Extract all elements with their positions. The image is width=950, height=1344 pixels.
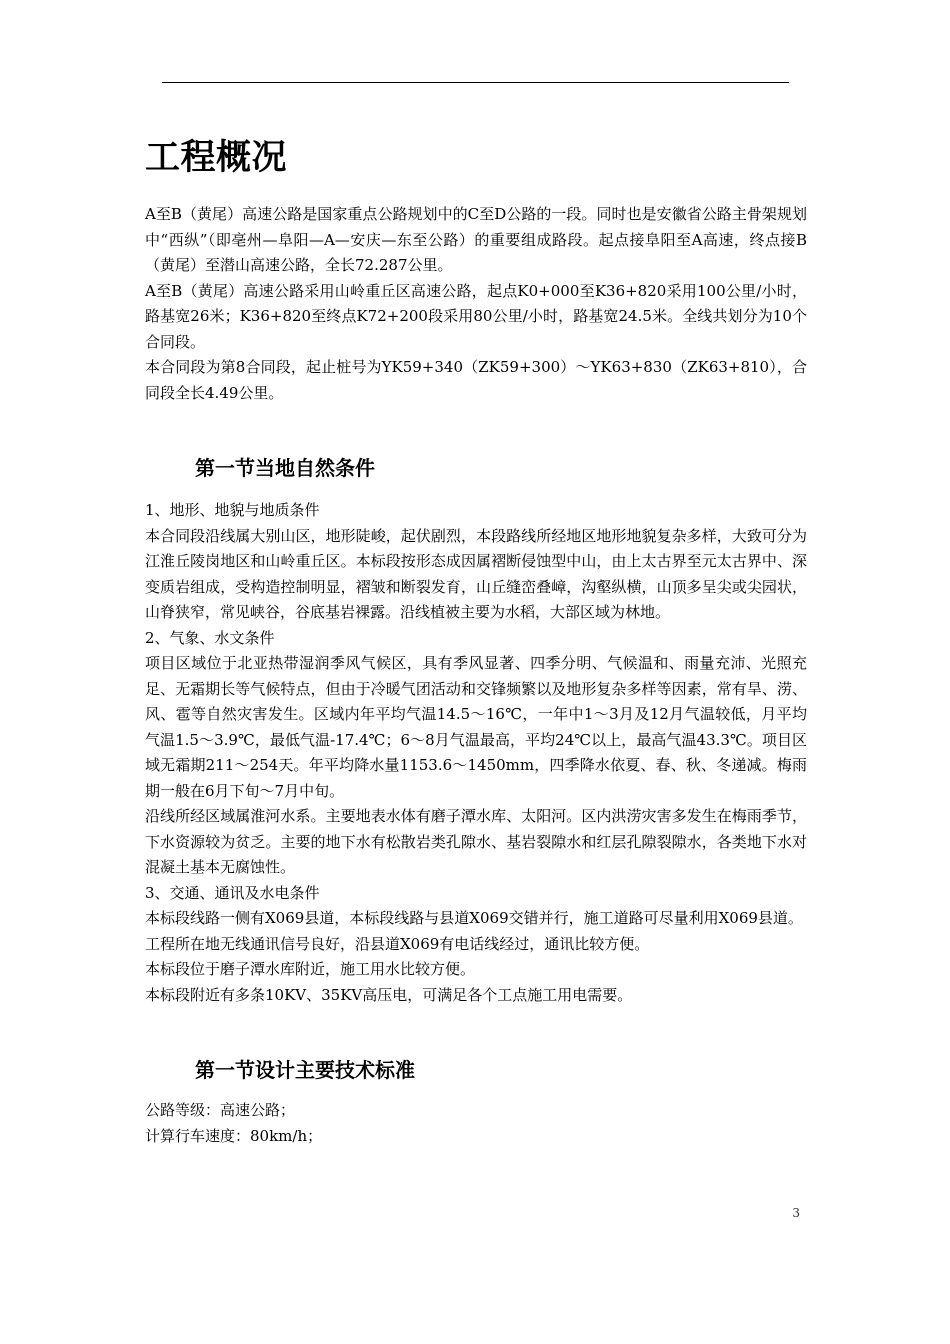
paragraph-terrain: 本合同段沿线属大别山区，地形陡峻，起伏剧烈，本段路线所经地区地形地貌复杂多样，大致可分为江淮丘陵岗地区和山岭重丘区。本标段按形态成因属褶断侵蚀型中山，由上太古界至元太古界中、深变质岩组成，受构造控制明显，褶皱和断裂发育，山丘缝峦叠嶂，沟壑纵横，山顶多呈尖或尖园状，山脊狭窄，常见峡谷，谷底基岩裸露。沿线植被主要为水稻，大部区域为林地。 — [145, 526, 807, 621]
paragraph-water: 本标段位于磨子潭水库附近，施工用水比较方便。 — [145, 960, 476, 978]
section-heading-natural-conditions: 第一节当地自然条件 — [195, 456, 375, 480]
standard-road-grade: 公路等级：高速公路； — [145, 1101, 296, 1119]
subheading-climate: 2、气象、水文条件 — [145, 628, 275, 647]
subheading-utilities: 3、交通、通讯及水电条件 — [145, 883, 320, 902]
paragraph-hydrology: 沿线所经区域属淮河水系。主要地表水体有磨子潭水库、太阳河。区内洪涝灾害多发生在梅雨季节，下水资源较为贫乏。主要的地下水有松散岩类孔隙水、基岩裂隙水和红层孔隙裂隙水，各类地下水对混凝土基本无腐蚀性。 — [145, 807, 807, 876]
natural-conditions-block — [145, 498, 807, 1008]
intro-paragraph-1: A至B（黄尾）高速公路是国家重点公路规划中的C至D公路的一段。同时也是安徽省公路主骨架规划中“西纵”（即亳州—阜阳—A—安庆—东至公路）的重要组成路段。起点接阜阳至A高速，终点接B（黄尾）至潜山高速公路，全长72.287公里。 — [145, 205, 807, 274]
page-title: 工程概况 — [145, 138, 288, 178]
intro-block — [145, 202, 807, 406]
page-content — [145, 132, 807, 1149]
paragraph-climate: 项目区域位于北亚热带湿润季风气候区，具有季风显著、四季分明、气候温和、雨量充沛、光照充足、无霜期长等气候特点，但由于冷暖气团活动和交锋频繁以及地形复杂多样等因素，常有旱、涝、风、雹等自然灾害发生。区域内年平均气温14.5～16℃，一年中1～3月及12月气温较低，月平均气温1.5～3.9℃，最低气温-17.4℃；6～8月气温最高，平均24℃以上，最高气温43.3℃。项目区域无霜期211～254天。年平均降水量1153.6～1450mm，四季降水依夏、春、秋、冬递减。梅雨期一般在6月下旬～7月中旬。 — [145, 654, 807, 800]
header-rule — [162, 82, 789, 83]
paragraph-power: 本标段附近有多条10KV、35KV高压电，可满足各个工点施工用电需要。 — [145, 985, 633, 1004]
section-heading-technical-standards: 第一节设计主要技术标准 — [195, 1058, 415, 1082]
page-number: 3 — [792, 1206, 800, 1220]
technical-standards-block — [145, 1098, 807, 1149]
intro-paragraph-2: A至B（黄尾）高速公路采用山岭重丘区高速公路，起点K0+000至K36+820采用100公里/小时，路基宽26米；K36+820至终点K72+200段采用80公里/小时，路基宽24.5米。全线共划分为10个合同段。 — [145, 281, 807, 351]
standard-design-speed: 计算行车速度：80km/h； — [145, 1126, 323, 1145]
intro-paragraph-3: 本合同段为第8合同段，起止桩号为YK59+340（ZK59+300）～YK63+830（ZK63+810），合同段全长4.49公里。 — [145, 358, 807, 402]
paragraph-telecom: 工程所在地无线通讯信号良好，沿县道X069有电话线经过，通讯比较方便。 — [145, 934, 650, 953]
paragraph-traffic: 本标段线路一侧有X069县道，本标段线路与县道X069交错并行，施工道路可尽量利用X069县道。 — [145, 909, 803, 927]
subheading-terrain: 1、地形、地貌与地质条件 — [145, 501, 320, 519]
